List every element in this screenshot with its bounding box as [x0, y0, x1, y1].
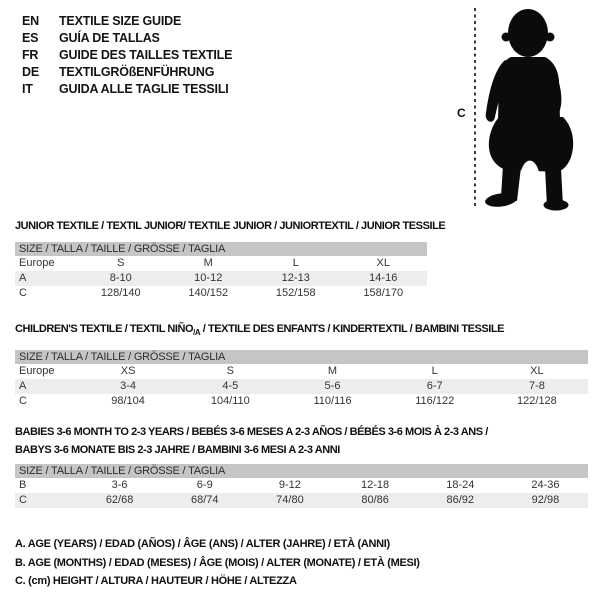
table-cell: L [292, 257, 299, 269]
childrens-textile-section [15, 320, 588, 409]
table-cell: 4-5 [222, 380, 239, 393]
table-title-segment: CHILDREN'S TEXTILE / TEXTIL NIÑO [15, 323, 194, 335]
table-cell: 110/116 [313, 395, 352, 408]
language-row [22, 46, 232, 63]
junior-textile-section [15, 217, 446, 301]
table-cell: 62/68 [105, 494, 134, 506]
table-title-segment: JUNIOR TEXTILE / TEXTIL JUNIOR/ TEXTILE JUNIOR / JUNIORTEXTIL / JUNIOR TESSILE [15, 220, 446, 232]
height-measure-label: C [457, 106, 466, 120]
table-cell: 116/122 [415, 395, 455, 408]
table-cell: 18-24 [446, 479, 475, 491]
junior-textile-table [15, 242, 427, 301]
table-cell: 10-12 [194, 272, 223, 284]
language-title: TEXTILE SIZE GUIDE [59, 13, 182, 28]
table-cell: 152/158 [275, 287, 316, 299]
table-cell: 68/74 [190, 494, 219, 506]
table-cell: S [226, 365, 234, 378]
table-title-segment: BABIES 3-6 MONTH TO 2-3 YEARS / BEBÉS 3-6 MESES A 2-3 AÑOS / BÉBÉS 3-6 MOIS À 2-3 ANS / [15, 426, 488, 438]
table-title-segment: / TEXTILE DES ENFANTS / KINDERTEXTIL / BAMBINI TESSILE [200, 323, 505, 335]
row-label: A [19, 380, 27, 393]
language-title: GUIDE DES TAILLES TEXTILE [59, 47, 233, 62]
baby-silhouette-icon [479, 5, 587, 212]
language-row [22, 80, 232, 97]
table-row [15, 478, 588, 493]
childrens-textile-table [15, 350, 588, 409]
footnote-line: A. AGE (YEARS) / EDAD (AÑOS) / ÂGE (ANS) / ALTER (JAHRE) / ETÀ (ANNI) [15, 538, 390, 550]
language-row [22, 12, 232, 29]
language-row [22, 63, 232, 80]
babies-textile-table [15, 464, 588, 508]
table-cell: 128/140 [100, 287, 141, 299]
table-cell: 122/128 [517, 395, 557, 408]
table-row [15, 394, 588, 409]
size-header-bar: SIZE / TALLA / TAILLE / GRÖSSE / TAGLIA [15, 464, 588, 478]
table-cell: 80/86 [361, 494, 389, 506]
row-label: A [19, 272, 27, 284]
table-row [15, 286, 427, 301]
table-cell: 104/110 [210, 395, 250, 408]
babies-textile-section [15, 423, 588, 508]
language-title: GUÍA DE TALLAS [59, 30, 160, 45]
language-title: TEXTILGRÖßENFÜHRUNG [59, 64, 215, 79]
table-cell: 3-4 [120, 380, 137, 393]
table-cell: 92/98 [531, 494, 560, 506]
table-cell: 9-12 [278, 479, 301, 491]
footnote-line: B. AGE (MONTHS) / EDAD (MESES) / ÂGE (MOIS) / ALTER (MONATE) / ETÀ (MESI) [15, 556, 420, 569]
row-label: B [19, 479, 27, 491]
table-cell: M [327, 365, 338, 378]
table-row [15, 379, 588, 394]
footnotes-block [15, 535, 420, 591]
row-label: C [19, 494, 27, 506]
table-cell: XS [120, 365, 136, 378]
size-header-bar: SIZE / TALLA / TAILLE / GRÖSSE / TAGLIA [15, 350, 588, 364]
table-title-segment: BABYS 3-6 MONATE BIS 2-3 JAHRE / BAMBINI 3-6 MESI A 2-3 ANNI [15, 444, 340, 456]
table-cell: 140/152 [188, 287, 229, 299]
table-row [15, 493, 588, 508]
table-title [15, 423, 588, 441]
table-title [15, 217, 446, 235]
height-dashed-line [474, 8, 476, 207]
table-title [15, 441, 588, 459]
table-row [15, 364, 588, 379]
language-title-block [22, 12, 232, 97]
table-cell: 5-6 [324, 380, 341, 393]
row-label: C [19, 395, 27, 408]
table-cell: XL [376, 257, 390, 269]
table-cell: 24-36 [531, 479, 560, 491]
table-cell: 74/80 [276, 494, 304, 506]
table-title [15, 320, 588, 342]
table-cell: 158/170 [363, 287, 404, 299]
footnote-line: C. (cm) HEIGHT / ALTURA / HAUTEUR / HÖHE / ALTEZZA [15, 575, 297, 587]
table-cell: XL [530, 365, 544, 378]
table-cell: L [431, 365, 438, 378]
table-cell: 3-6 [111, 479, 128, 491]
table-row [15, 256, 427, 271]
language-row [22, 29, 232, 46]
table-cell: 6-7 [426, 380, 443, 393]
table-cell: 12-18 [361, 479, 390, 491]
language-title: GUIDA ALLE TAGLIE TESSILI [59, 81, 229, 96]
row-label: Europe [19, 365, 55, 378]
language-code: FR [22, 47, 39, 62]
language-code: IT [22, 81, 33, 96]
table-cell: 14-16 [369, 272, 398, 284]
language-code: DE [22, 64, 39, 79]
table-cell: 98/104 [111, 395, 145, 408]
row-label: Europe [19, 257, 55, 269]
table-title-subscript: /A [193, 328, 201, 338]
size-header-bar: SIZE / TALLA / TAILLE / GRÖSSE / TAGLIA [15, 242, 427, 256]
table-cell: 8-10 [109, 272, 132, 284]
table-cell: 86/92 [446, 494, 475, 506]
table-cell: S [117, 257, 125, 269]
table-cell: 6-9 [196, 479, 213, 491]
language-code: EN [22, 13, 39, 28]
table-cell: 7-8 [528, 380, 545, 393]
row-label: C [19, 287, 27, 299]
table-cell: M [203, 257, 213, 269]
language-code: ES [22, 30, 39, 45]
table-cell: 12-13 [281, 272, 310, 284]
table-row [15, 271, 427, 286]
